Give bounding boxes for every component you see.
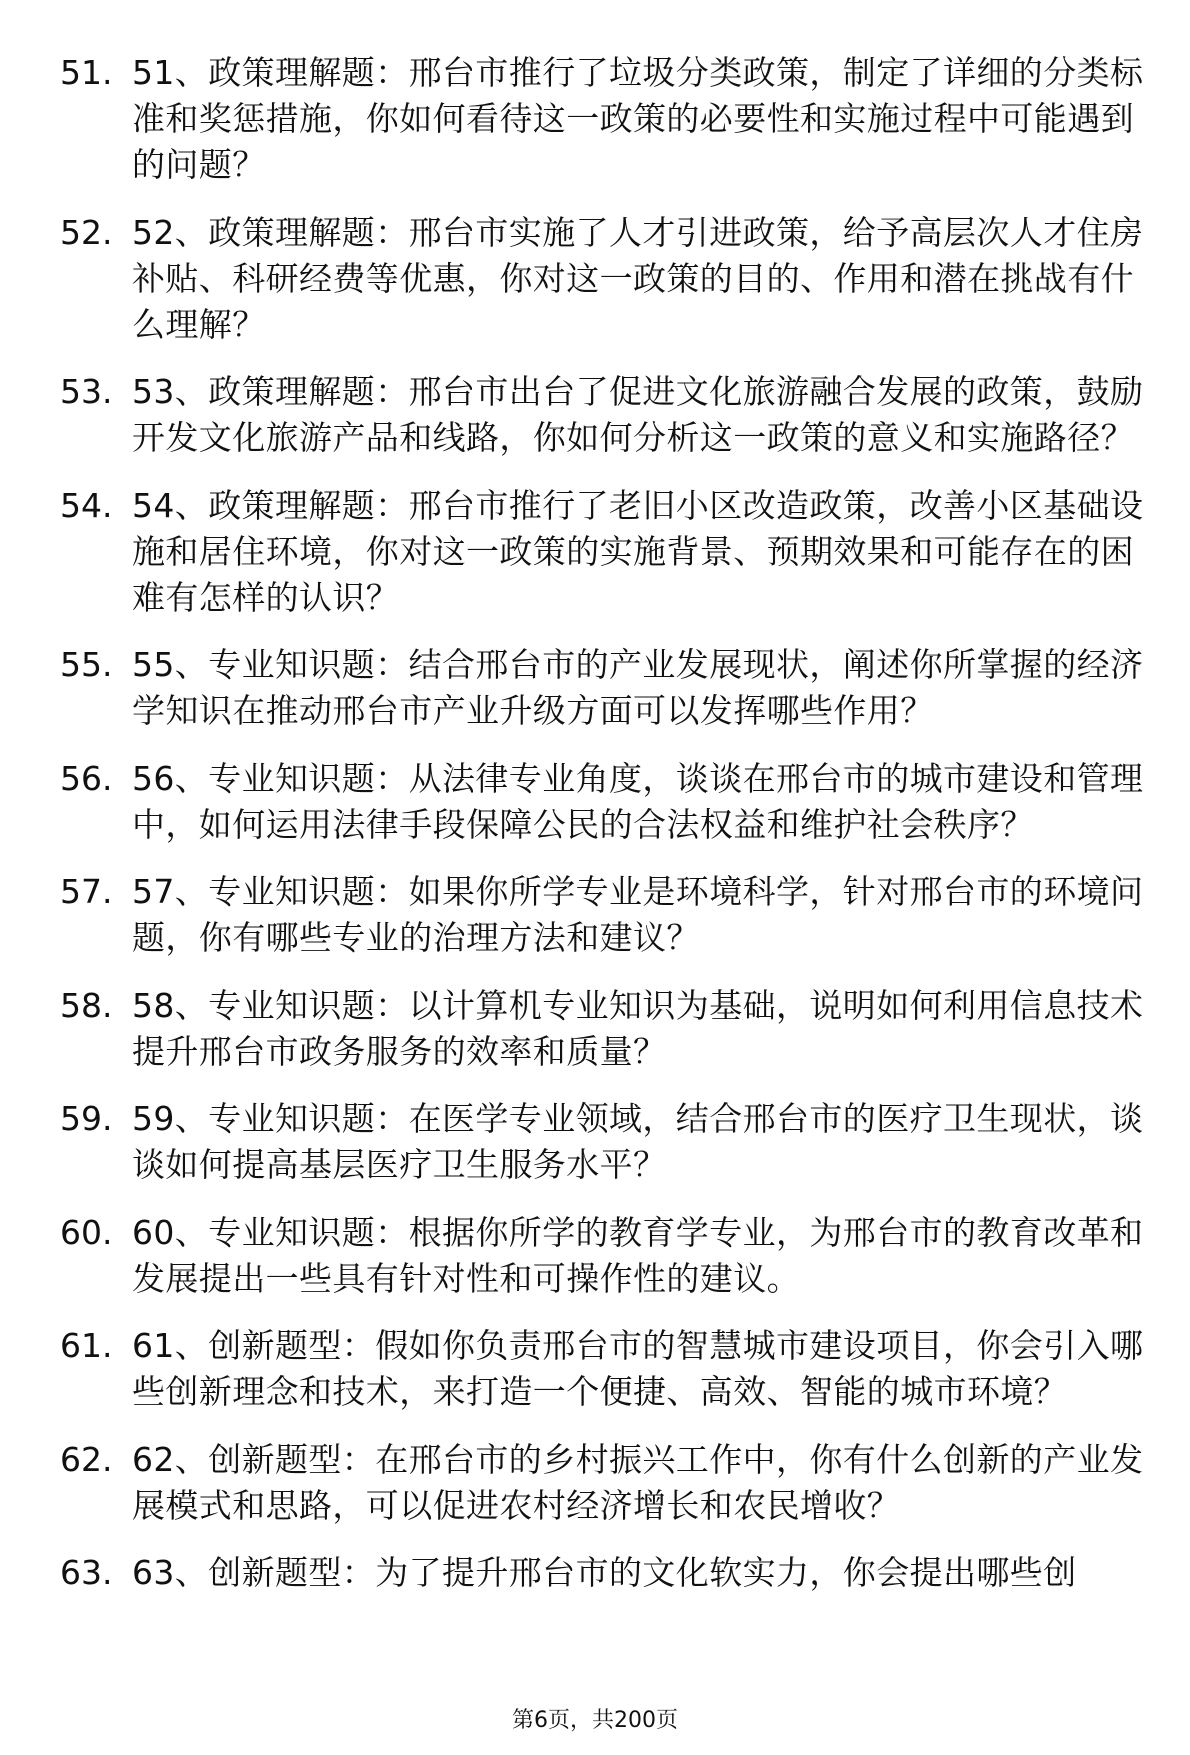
question-text: 59、专业知识题：在医学专业领域，结合邢台市的医疗卫生现状，谈谈如何提高基层医疗卫生服务水平？ [132,1099,1144,1184]
page-footer: 第6页，共200页 [512,1708,678,1733]
question-number: 51. [60,53,113,92]
list-item [60,1210,1160,1302]
question-list [60,50,1160,1618]
question-number: 58. [60,985,113,1025]
question-number: 52. [60,212,113,252]
question-text: 60、专业知识题：根据你所学的教育学专业，为邢台市的教育改革和发展提出一些具有针对性和可操作性的建议。 [132,1212,1144,1298]
question-number: 53. [60,372,113,411]
question-number: 60. [60,1212,113,1252]
question-number: 59. [60,1099,113,1138]
list-item [60,1323,1160,1415]
question-number: 61. [60,1326,113,1365]
question-text: 53、政策理解题：邢台市出台了促进文化旅游融合发展的政策，鼓励开发文化旅游产品和线路，你如何分析这一政策的意义和实施路径？ [132,372,1144,457]
question-text: 52、政策理解题：邢台市实施了人才引进政策，给予高层次人才住房补贴、科研经费等优惠，你对这一政策的目的、作用和潜在挑战有什么理解？ [132,212,1144,344]
list-item [60,756,1160,848]
list-item [60,869,1160,961]
question-number: 54. [60,485,113,525]
question-text: 56、专业知识题：从法律专业角度，谈谈在邢台市的城市建设和管理中，如何运用法律手段保障公民的合法权益和维护社会秩序？ [132,758,1144,844]
question-number: 62. [60,1439,113,1479]
question-number: 57. [60,872,113,911]
list-item [60,50,1160,188]
list-item [60,1437,1160,1529]
question-number: 63. [60,1553,113,1592]
question-number: 55. [60,645,113,684]
list-item [60,210,1160,348]
question-text: 55、专业知识题：结合邢台市的产业发展现状，阐述你所掌握的经济学知识在推动邢台市产业升级方面可以发挥哪些作用？ [132,645,1144,730]
question-text: 54、政策理解题：邢台市推行了老旧小区改造政策，改善小区基础设施和居住环境，你对这一政策的实施背景、预期效果和可能存在的困难有怎样的认识？ [132,485,1144,617]
question-text: 57、专业知识题：如果你所学专业是环境科学，针对邢台市的环境问题，你有哪些专业的治理方法和建议？ [132,872,1144,957]
question-text: 58、专业知识题：以计算机专业知识为基础，说明如何利用信息技术提升邢台市政务服务的效率和质量？ [132,985,1144,1071]
question-number: 56. [60,758,113,798]
list-item [60,1096,1160,1188]
question-text: 51、政策理解题：邢台市推行了垃圾分类政策，制定了详细的分类标准和奖惩措施，你如何看待这一政策的必要性和实施过程中可能遇到的问题？ [132,53,1144,184]
list-item [60,369,1160,461]
list-item [60,1550,1160,1596]
question-text: 63、创新题型：为了提升邢台市的文化软实力，你会提出哪些创 [132,1553,1077,1592]
question-text: 62、创新题型：在邢台市的乡村振兴工作中，你有什么创新的产业发展模式和思路，可以促进农村经济增长和农民增收？ [132,1439,1144,1525]
list-item [60,642,1160,734]
list-item [60,983,1160,1075]
list-item [60,483,1160,621]
question-text: 61、创新题型：假如你负责邢台市的智慧城市建设项目，你会引入哪些创新理念和技术，来打造一个便捷、高效、智能的城市环境？ [132,1326,1144,1411]
